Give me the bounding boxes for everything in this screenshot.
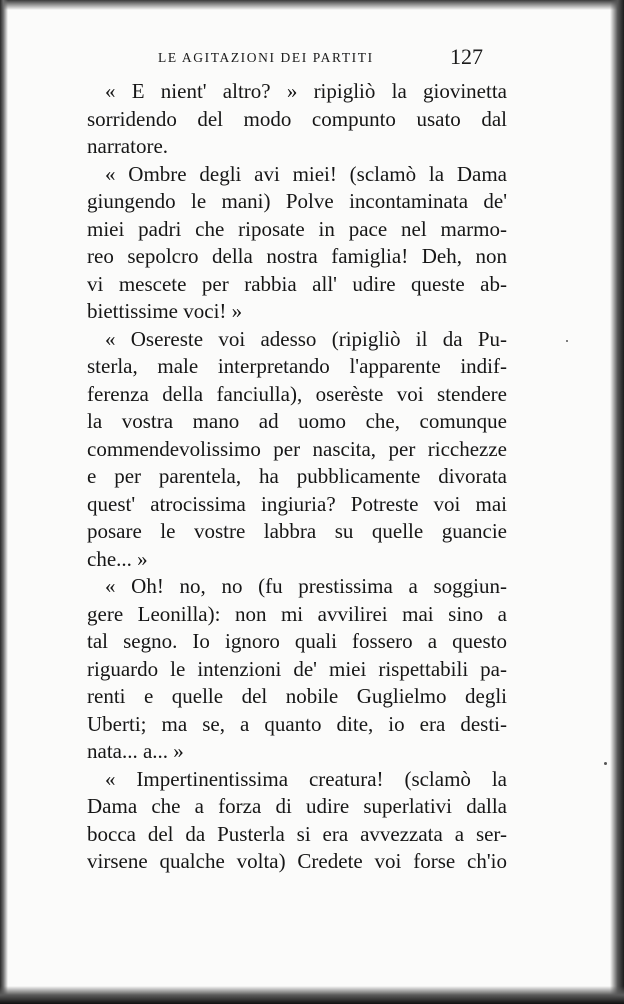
text-line: posare le vostre labbra su quelle guancie	[87, 519, 507, 543]
text-line: « Impertinentissima creatura! (sclamò la	[105, 766, 507, 791]
text-line: bocca del da Pusterla si era avvezzata a ser-	[87, 821, 507, 846]
text-line: che... »	[87, 546, 148, 571]
text-line: « Osereste voi adesso (ripigliò il da Pu-	[105, 326, 507, 351]
page-shadow-bottom	[0, 986, 624, 1004]
text-line: « E nient' altro? » ripigliò la giovinetta	[105, 79, 507, 103]
text-line: miei padri che riposate in pace nel marmo-	[87, 216, 507, 241]
text-line: virsene qualche volta) Credete voi forse ch'io	[87, 849, 507, 873]
text-line: giungendo le mani) Polve incontaminata de'	[87, 189, 507, 213]
text-line: vi mescete per rabbia all' udire queste ab-	[87, 271, 507, 296]
text-line: Uberti; ma se, a quanto dite, io era desti-	[87, 711, 507, 736]
paper-speck	[566, 340, 568, 342]
body-text	[87, 78, 507, 876]
text-line: biettissime voci! »	[87, 299, 243, 323]
text-line: ferenza della fanciulla), oserèste voi stendere	[87, 381, 507, 406]
text-line: sterla, male interpretando l'apparente indif-	[87, 354, 507, 378]
text-line: renti e quelle del nobile Guglielmo degli	[87, 684, 507, 708]
text-line: narratore.	[87, 134, 169, 158]
text-line: nata... a... »	[87, 739, 184, 763]
page-shadow-top	[0, 0, 624, 10]
text-line: « Oh! no, no (fu prestissima a soggiun-	[105, 574, 507, 598]
text-line: commendevolissimo per nascita, per ricchezze	[87, 436, 507, 461]
text-line: tal segno. Io ignoro quali fossero a questo	[87, 629, 507, 653]
paper-speck	[604, 762, 607, 765]
text-line: sorridendo del modo compunto usato dal	[87, 106, 507, 131]
text-line: reo sepolcro della nostra famiglia! Deh, non	[87, 244, 507, 268]
running-title: LE AGITAZIONI DEI PARTITI	[158, 50, 374, 65]
text-line: la vostra mano ad uomo che, comunque	[87, 409, 507, 433]
page-number: 127	[450, 44, 483, 69]
text-line: e per parentela, ha pubblicamente divorata	[87, 464, 507, 488]
text-line: « Ombre degli avi miei! (sclamò la Dama	[105, 161, 507, 186]
text-line: riguardo le intenzioni de' miei rispettabili pa-	[87, 656, 507, 681]
text-line: Dama che a forza di udire superlativi dalla	[87, 794, 507, 818]
text-line: quest' atrocissima ingiuria? Potreste voi mai	[87, 491, 507, 516]
text-line: gere Leonilla): non mi avvilirei mai sino a	[87, 601, 507, 626]
page-shadow-left	[0, 0, 8, 1004]
page-shadow-right	[610, 0, 624, 1004]
